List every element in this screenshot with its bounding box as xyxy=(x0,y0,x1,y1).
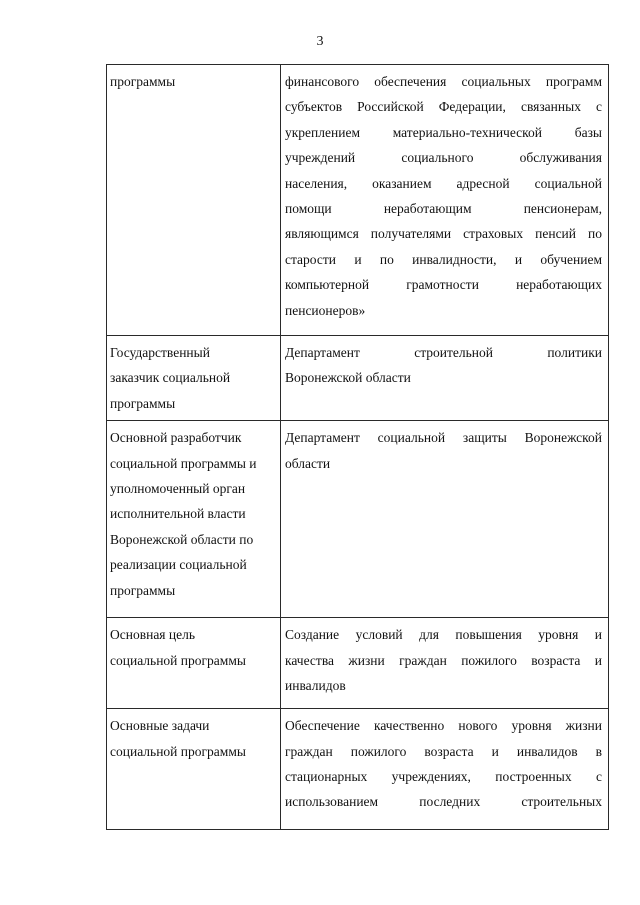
value-line: использованием последних строительных xyxy=(285,794,602,810)
program-passport-table xyxy=(106,64,609,830)
value-line: Воронежской области xyxy=(285,370,411,386)
label-line: реализации социальной xyxy=(110,557,247,573)
label-line: Основной разработчик xyxy=(110,430,242,446)
value-line: области xyxy=(285,455,331,471)
label-cell xyxy=(107,421,281,618)
label-line: уполномоченный орган xyxy=(110,480,246,496)
value-line: помощи неработающим пенсионерам, xyxy=(285,200,602,216)
label-line: Воронежской области по xyxy=(110,531,254,547)
label-cell xyxy=(107,709,281,830)
value-cell xyxy=(281,709,609,830)
value-line: являющимся получателями страховых пенсий по xyxy=(285,226,602,242)
label-cell xyxy=(107,65,281,336)
label-line: исполнительной власти xyxy=(110,506,246,522)
value-cell xyxy=(281,618,609,709)
table-row xyxy=(107,65,609,336)
value-line: качества жизни граждан пожилого возраста и xyxy=(285,652,602,668)
value-line: пенсионеров» xyxy=(285,302,366,318)
label-line: программы xyxy=(110,395,176,411)
table-row xyxy=(107,421,609,618)
value-line: компьютерной грамотности неработающих xyxy=(285,277,602,293)
label-line: программы xyxy=(110,74,176,89)
page-number: 3 xyxy=(316,34,324,49)
value-cell xyxy=(281,65,609,336)
label-cell xyxy=(107,336,281,421)
label-line: социальной программы xyxy=(110,652,246,668)
value-line: Департамент строительной политики xyxy=(285,345,602,360)
table-row xyxy=(107,336,609,421)
table-row xyxy=(107,618,609,709)
label-line: социальной программы xyxy=(110,743,246,759)
label-line: программы xyxy=(110,582,176,598)
value-line: старости и по инвалидности, и обучением xyxy=(285,251,602,267)
value-line: финансового обеспечения социальных программ xyxy=(285,74,602,89)
label-line: социальной программы и xyxy=(110,455,257,471)
label-cell xyxy=(107,618,281,709)
value-line: населения, оказанием адресной социальной xyxy=(285,175,602,191)
table-row xyxy=(107,709,609,830)
value-line: Создание условий для повышения уровня и xyxy=(285,627,602,643)
value-line: инвалидов xyxy=(285,677,346,693)
value-line: укреплением материально-технической базы xyxy=(285,124,602,140)
value-line: субъектов Российской Федерации, связанных с xyxy=(285,99,602,115)
value-line: стационарных учреждениях, построенных с xyxy=(285,768,602,784)
value-line: Обеспечение качественно нового уровня жизни xyxy=(285,718,602,734)
value-cell xyxy=(281,421,609,618)
value-line: учреждений социального обслуживания xyxy=(285,150,602,166)
value-line: граждан пожилого возраста и инвалидов в xyxy=(285,743,602,759)
value-cell xyxy=(281,336,609,421)
label-line: Основные задачи xyxy=(110,718,210,734)
label-line: Основная цель xyxy=(110,627,196,643)
value-line: Департамент социальной защиты Воронежской xyxy=(285,430,602,446)
label-line: заказчик социальной xyxy=(110,370,231,386)
label-line: Государственный xyxy=(110,345,210,360)
